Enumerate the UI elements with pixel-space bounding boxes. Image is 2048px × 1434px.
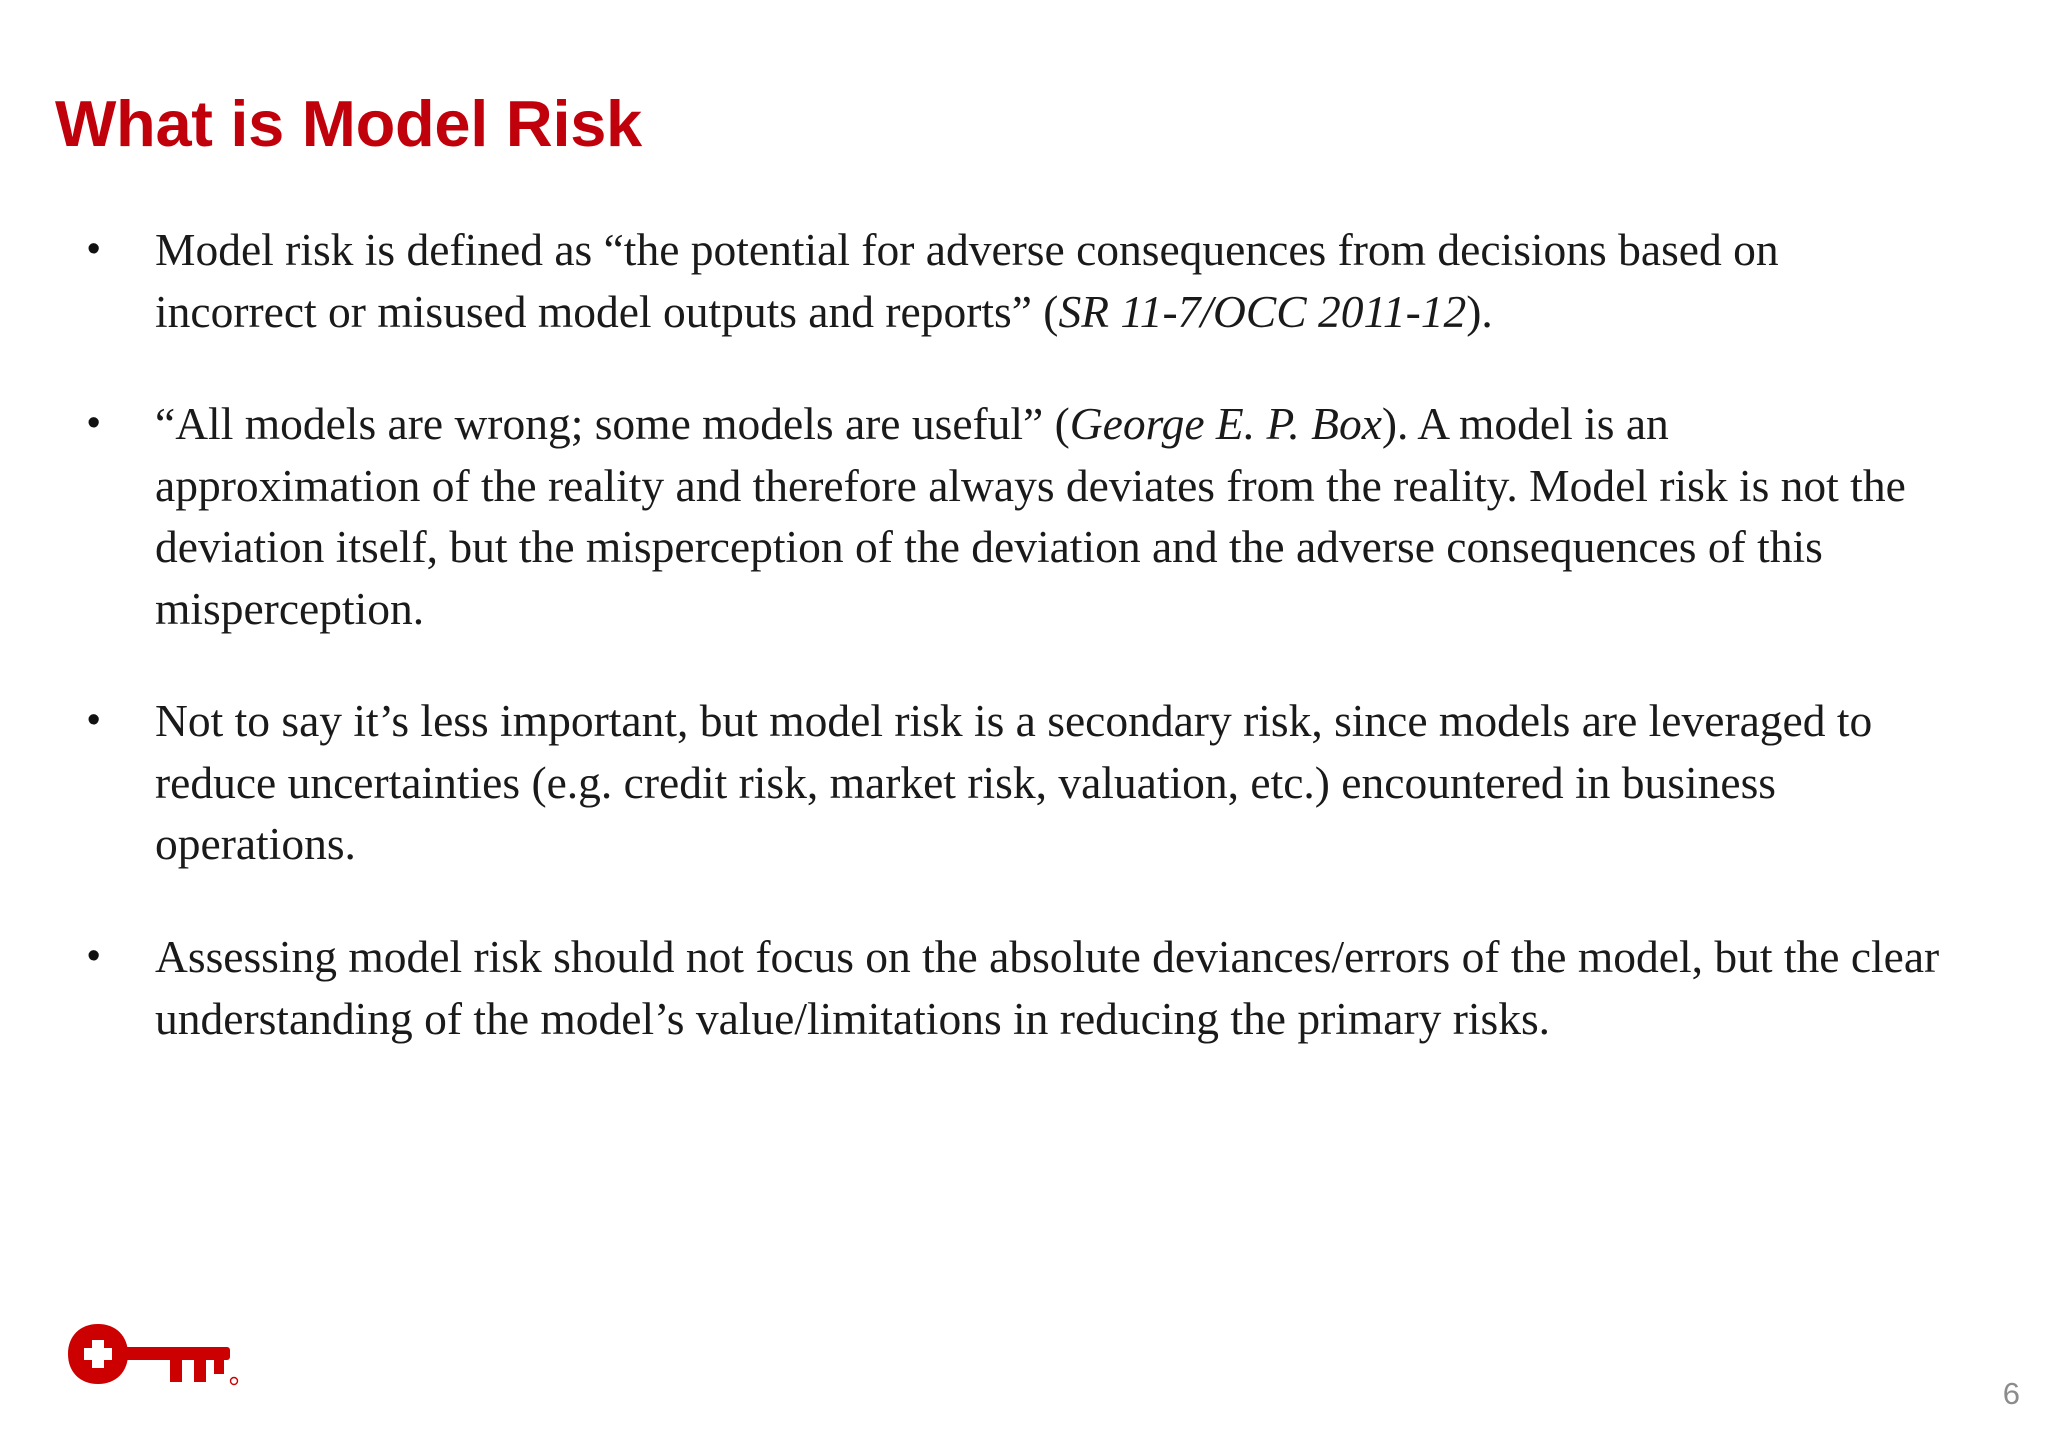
slide-title: What is Model Risk [55, 87, 642, 160]
bullet-text [155, 224, 1779, 337]
bullet-text-part: Model risk is defined as “the potential for adverse consequences from decisions based on incorrect or misused model outputs and reports” ( [155, 224, 1779, 337]
bullet-text: Assessing model risk should not focus on the absolute deviances/errors of the model, but the clear understanding of the model’s value/limitations in reducing the primary risks. [155, 931, 1940, 1044]
citation-text: SR 11-7/OCC 2011-12 [1058, 285, 1467, 337]
bullet-item [87, 690, 1945, 875]
bullet-item [87, 926, 1945, 1049]
key-logo-icon [66, 1320, 240, 1396]
citation-text: George E. P. Box [1069, 398, 1382, 449]
bullet-marker: • [87, 699, 101, 741]
bullet-text-part: ). A model is an approximation of the reality and therefore always deviates from the reality. Model risk is not the deviation itself, but the misperception of the deviation and the adverse consequences of this misperception. [155, 398, 1906, 634]
bullet-marker: • [87, 402, 101, 444]
bullet-item [87, 219, 1945, 342]
bullet-text [155, 398, 1906, 634]
bullet-text-part: “All models are wrong; some models are useful” ( [155, 398, 1070, 449]
page-number: 6 [2002, 1376, 2020, 1411]
bullet-marker: • [87, 935, 101, 977]
bullet-text: Not to say it’s less important, but model risk is a secondary risk, since models are leveraged to reduce uncertainties (e.g. credit risk, market risk, valuation, etc.) encountered in business operations. [155, 695, 1873, 869]
bullet-item [87, 393, 1945, 639]
bullet-marker: • [87, 228, 101, 270]
bullet-text-part: ). [1466, 285, 1493, 337]
